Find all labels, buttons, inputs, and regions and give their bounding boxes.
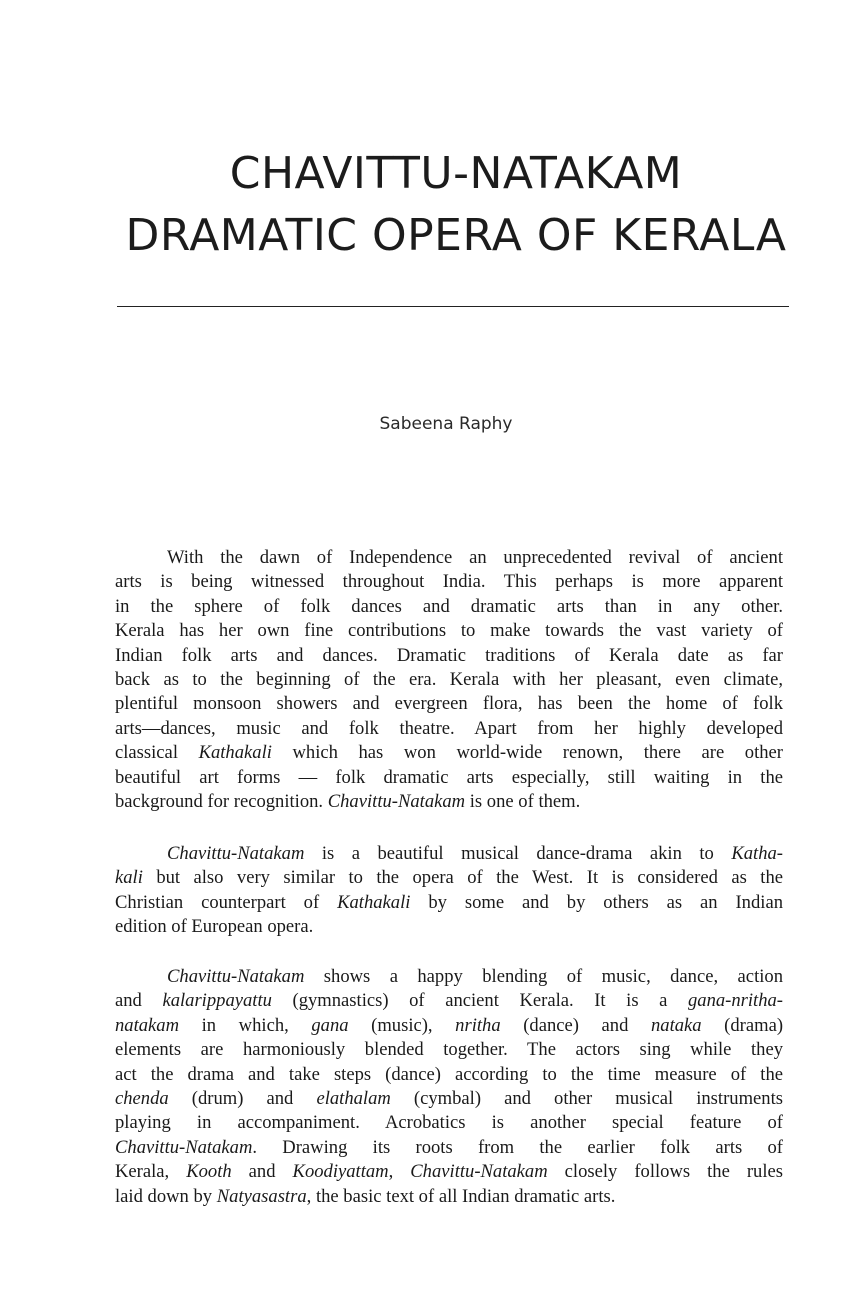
- italic-term: Chavittu-Natakam: [167, 843, 305, 864]
- italic-term: kalarippayattu: [162, 990, 272, 1012]
- paragraph-1: [115, 546, 783, 814]
- italic-term: nataka: [650, 1014, 702, 1036]
- paragraph-3: [115, 965, 783, 1209]
- italic-term: gana: [311, 1014, 349, 1036]
- title-divider-rule: [117, 306, 789, 307]
- title-line-1: CHAVITTU-NATAKAM: [229, 148, 683, 199]
- italic-term: chenda: [115, 1088, 169, 1110]
- italic-term: Kooth: [186, 1161, 232, 1183]
- italic-term: Chavittu-Natakam: [327, 791, 466, 813]
- paragraph-line: Indian folk arts and dances. Dramatic traditions of Kerala date as far: [115, 644, 783, 666]
- paragraph-line: natakam in which, gana (music), nritha (dance) and nataka (drama): [115, 1014, 784, 1036]
- paragraph-line: in the sphere of folk dances and dramatic arts than in any other.: [115, 595, 783, 617]
- paragraph-line: Chavittu-Natakam shows a happy blending of music, dance, action: [167, 966, 783, 987]
- italic-term: elathalam: [316, 1088, 391, 1110]
- paragraph-line: With the dawn of Independence an unprecedented revival of ancient: [167, 547, 783, 568]
- italic-term: natakam: [115, 1014, 180, 1036]
- paragraph-line: Christian counterpart of Kathakali by some and by others as an Indian: [115, 891, 783, 913]
- paragraph-line: background for recognition. Chavittu-Natakam is one of them.: [115, 791, 581, 813]
- paragraph-line: kali but also very similar to the opera of the West. It is considered as the: [115, 867, 783, 889]
- paragraph-line: chenda (drum) and elathalam (cymbal) and other musical instruments: [115, 1088, 783, 1110]
- paragraph-line: beautiful art forms — folk dramatic arts especially, still waiting in the: [115, 766, 783, 788]
- paragraph-line: Kerala has her own fine contributions to make towards the vast variety of: [115, 620, 783, 642]
- paragraph-line: arts—dances, music and folk theatre. Apart from her highly developed: [115, 717, 783, 739]
- italic-term: Chavittu-Natakam: [410, 1161, 548, 1183]
- paragraph-2: [115, 842, 783, 940]
- paragraph-line: edition of European opera.: [115, 916, 314, 938]
- italic-term: gana-nritha-: [687, 990, 783, 1012]
- italic-term: Chavittu-Natakam: [167, 966, 305, 987]
- italic-term: Katha-: [731, 843, 783, 864]
- paragraph-line: back as to the beginning of the era. Kerala with her pleasant, even climate,: [115, 669, 783, 691]
- italic-term: nritha: [455, 1014, 501, 1036]
- italic-term: Koodiyattam: [292, 1161, 389, 1183]
- italic-term: Chavittu-Natakam: [115, 1136, 253, 1158]
- paragraph-line: Chavittu-Natakam is a beautiful musical dance-drama akin to Katha-: [167, 843, 783, 864]
- paragraph-line: act the drama and take steps (dance) according to the time measure of the: [115, 1063, 783, 1085]
- paragraph-line: Chavittu-Natakam. Drawing its roots from the earlier folk arts of: [115, 1136, 783, 1158]
- paragraph-line: and kalarippayattu (gymnastics) of ancient Kerala. It is a gana-nritha-: [115, 990, 783, 1012]
- paragraph-line: Kerala, Kooth and Koodiyattam, Chavittu-Natakam closely follows the rules: [115, 1161, 783, 1183]
- paragraph-line: plentiful monsoon showers and evergreen flora, has been the home of folk: [115, 693, 783, 715]
- italic-term: kali: [115, 867, 143, 889]
- paragraph-line: laid down by Natyasastra, the basic text of all Indian dramatic arts.: [115, 1185, 616, 1207]
- paragraph-line: playing in accompaniment. Acrobatics is another special feature of: [115, 1112, 783, 1134]
- paragraph-line: arts is being witnessed throughout India. This perhaps is more apparent: [115, 571, 783, 593]
- author-name: Sabeena Raphy: [379, 414, 513, 434]
- italic-term: Kathakali: [198, 742, 272, 764]
- italic-term: Natyasastra: [216, 1185, 307, 1207]
- italic-term: Kathakali: [337, 891, 411, 913]
- paragraph-line: elements are harmoniously blended together. The actors sing while they: [115, 1039, 783, 1061]
- paragraph-line: classical Kathakali which has won world-wide renown, there are other: [115, 742, 783, 764]
- title-line-2: DRAMATIC OPERA OF KERALA: [125, 210, 787, 261]
